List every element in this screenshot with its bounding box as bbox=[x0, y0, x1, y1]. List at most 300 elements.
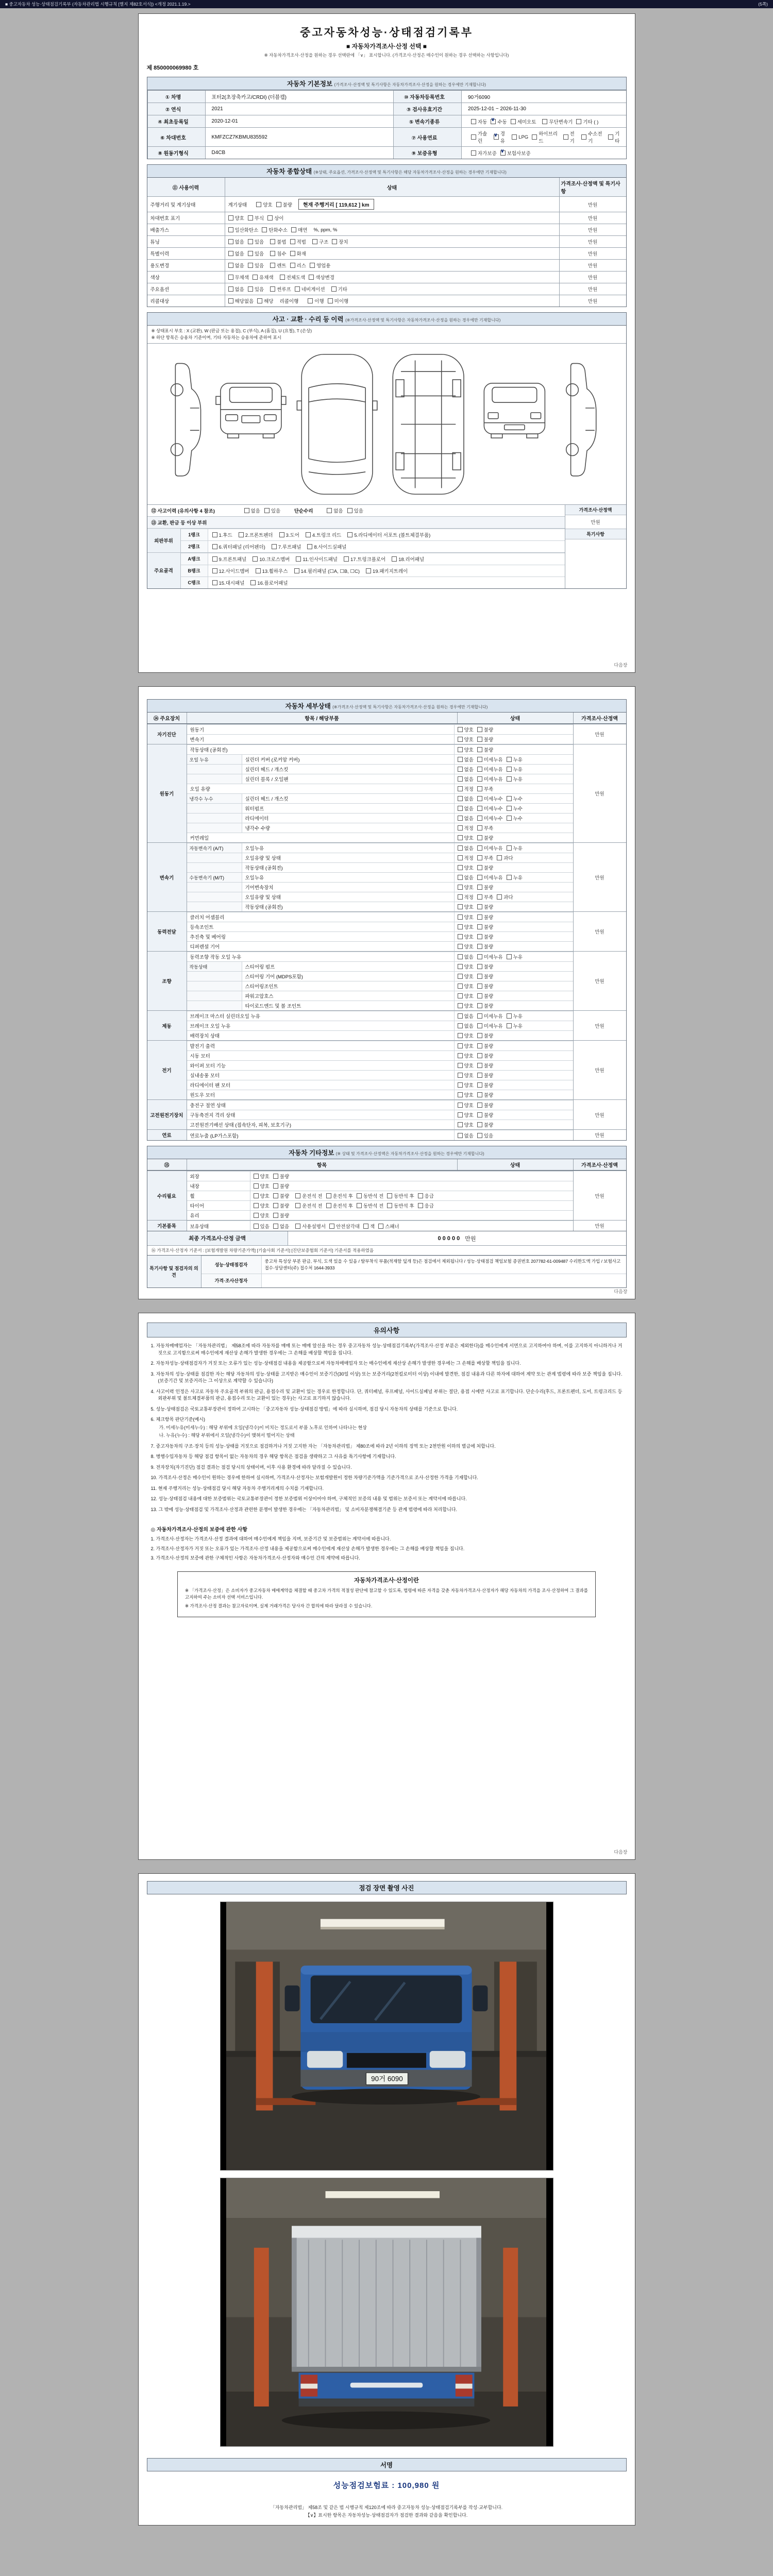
checkbox-option[interactable] bbox=[477, 1022, 503, 1029]
checkbox-option[interactable] bbox=[507, 874, 523, 881]
checkbox-option[interactable] bbox=[257, 297, 273, 304]
checkbox-option[interactable] bbox=[512, 134, 528, 140]
checkbox-option[interactable] bbox=[270, 285, 291, 293]
checkbox-box bbox=[458, 1023, 463, 1028]
checkbox-option[interactable] bbox=[296, 555, 338, 563]
checkbox-label: 불량 bbox=[483, 925, 494, 930]
checkbox-option[interactable] bbox=[212, 531, 232, 538]
checkbox-label: 양호 bbox=[464, 994, 474, 999]
field-part bbox=[254, 1223, 290, 1230]
price-cell: 만원 bbox=[559, 283, 626, 295]
checkbox-option[interactable] bbox=[253, 274, 274, 281]
checkbox-option[interactable] bbox=[458, 943, 474, 950]
checkbox-option[interactable] bbox=[344, 555, 385, 563]
checkbox-box bbox=[309, 275, 314, 280]
checkbox-option[interactable] bbox=[477, 756, 503, 763]
checkbox-option[interactable] bbox=[295, 1223, 326, 1230]
inspection-row bbox=[187, 872, 573, 882]
checkbox-option[interactable] bbox=[477, 844, 503, 852]
checkbox-option[interactable] bbox=[347, 507, 363, 514]
notice-item bbox=[151, 1506, 623, 1514]
checkbox-option[interactable] bbox=[254, 1173, 270, 1180]
checkbox-option[interactable] bbox=[477, 785, 493, 792]
checkbox-box bbox=[477, 727, 482, 732]
checkbox-option[interactable] bbox=[228, 250, 244, 257]
checkbox-option[interactable] bbox=[347, 531, 430, 538]
price-cell: 만원 bbox=[573, 843, 626, 911]
checkbox-option[interactable] bbox=[477, 1002, 493, 1009]
checkbox-option[interactable] bbox=[500, 149, 531, 157]
field-part bbox=[471, 118, 536, 125]
checkbox-box bbox=[477, 796, 482, 801]
checkbox-option[interactable] bbox=[458, 1072, 474, 1079]
checkbox-option[interactable] bbox=[477, 795, 503, 802]
checkbox-option[interactable] bbox=[477, 1081, 493, 1089]
checkbox-option[interactable] bbox=[273, 1192, 289, 1199]
checkbox-label: 응급 bbox=[424, 1204, 434, 1209]
checkbox-option[interactable] bbox=[248, 250, 264, 257]
checkbox-option[interactable] bbox=[254, 1223, 270, 1230]
item-label: 보유상태 bbox=[187, 1221, 250, 1231]
checkbox-option[interactable] bbox=[458, 982, 474, 990]
field-part bbox=[471, 149, 531, 157]
checkbox-option[interactable] bbox=[267, 214, 283, 222]
checkbox-label: LPG bbox=[518, 134, 529, 140]
checkbox-option[interactable] bbox=[310, 262, 331, 269]
checkbox-option[interactable] bbox=[387, 1192, 414, 1199]
checkbox-option[interactable] bbox=[477, 854, 493, 861]
state-options bbox=[454, 1100, 573, 1110]
checkbox-option[interactable] bbox=[280, 274, 306, 281]
warranty-item-text: 3. 가격조사·산정의 보증에 관한 구체적인 사항은 자동차가격조사·산정자와 매수인 간의 계약에 따릅니다. bbox=[150, 1555, 360, 1561]
checkbox-option[interactable] bbox=[458, 795, 474, 802]
checkbox-option[interactable] bbox=[477, 1091, 493, 1098]
checkbox-option[interactable] bbox=[291, 226, 307, 233]
checkbox-option[interactable] bbox=[507, 953, 523, 960]
basic-info-cell bbox=[147, 115, 205, 127]
checkbox-option[interactable] bbox=[212, 579, 245, 586]
checkbox-option[interactable] bbox=[458, 933, 474, 940]
checkbox-option[interactable] bbox=[228, 226, 259, 233]
checkbox-option[interactable] bbox=[212, 543, 265, 550]
checkbox-option[interactable] bbox=[279, 531, 299, 538]
checkbox-option[interactable] bbox=[273, 1173, 289, 1180]
checkbox-option[interactable] bbox=[477, 963, 493, 970]
checkbox-label: 하이브리드 bbox=[539, 131, 558, 144]
checkbox-option[interactable] bbox=[511, 118, 536, 125]
checkbox-option[interactable] bbox=[378, 1223, 399, 1230]
checkbox-option[interactable] bbox=[357, 1192, 383, 1199]
checkbox-option[interactable] bbox=[477, 913, 493, 921]
checkbox-box bbox=[280, 275, 285, 280]
checkbox-option[interactable] bbox=[326, 1192, 353, 1199]
checkbox-option[interactable] bbox=[458, 1081, 474, 1089]
checkbox-option[interactable] bbox=[458, 992, 474, 999]
checkbox-option[interactable] bbox=[458, 775, 474, 783]
legend-line: ※ 상태표시 부호 : X (교환), W (판금 또는 용접), C (부식), A (흠집), U (요철), T (손상) bbox=[151, 328, 312, 333]
checkbox-box bbox=[228, 227, 233, 232]
overall-condition-table bbox=[147, 178, 626, 307]
checkbox-label: 양호 bbox=[464, 866, 474, 871]
checkbox-option[interactable] bbox=[458, 766, 474, 773]
checkbox-option[interactable] bbox=[270, 238, 286, 245]
checkbox-label: 화재 bbox=[296, 251, 306, 257]
checkbox-option[interactable] bbox=[264, 507, 280, 514]
checkbox-option[interactable] bbox=[477, 893, 493, 901]
checkbox-option[interactable] bbox=[477, 1132, 493, 1139]
price-basis-note: ⑯ 가격조사·산정자 기준서 : [보험개발원 차량기준가액] [기술사회 기준서] [진단보증협회 기준서] 기준서를 적용하였음 bbox=[147, 1245, 626, 1255]
checkbox-option[interactable] bbox=[458, 1132, 474, 1139]
notice-item-text: 8. 병행수입자동차 등 해당 점검 항목이 없는 자동차의 경우 해당 항목은 점검을 생략하고 그 사유를 특기사항에 기재합니다. bbox=[150, 1454, 396, 1459]
device-group-name: 조향 bbox=[147, 952, 187, 1010]
accident-price-column bbox=[565, 505, 626, 588]
column-header: 가격조사·산정액 bbox=[573, 1159, 626, 1170]
checkbox-option[interactable] bbox=[306, 531, 341, 538]
checkbox-option[interactable] bbox=[458, 726, 474, 733]
checkbox-option[interactable] bbox=[507, 756, 523, 763]
checkbox-box bbox=[477, 964, 482, 969]
checkbox-option[interactable] bbox=[295, 1192, 322, 1199]
checkbox-label: 썬루프 bbox=[277, 287, 291, 293]
checkbox-option[interactable] bbox=[326, 1202, 353, 1209]
checkbox-option[interactable] bbox=[458, 1022, 474, 1029]
field-part bbox=[298, 199, 377, 210]
checkbox-option[interactable] bbox=[458, 834, 474, 841]
checkbox-option[interactable] bbox=[458, 903, 474, 910]
state-options bbox=[454, 804, 573, 813]
checkbox-label: 4.트렁크 리드 bbox=[312, 532, 342, 538]
checkbox-box bbox=[328, 298, 333, 303]
checkbox-option[interactable] bbox=[458, 1002, 474, 1009]
state-options bbox=[454, 814, 573, 823]
checkbox-label: 양호 bbox=[464, 984, 474, 990]
notice-item bbox=[151, 1464, 623, 1471]
checkbox-option[interactable] bbox=[248, 238, 264, 245]
checkbox-option[interactable] bbox=[477, 884, 493, 891]
checkbox-option[interactable] bbox=[253, 555, 290, 563]
checkbox-label: 1.후드 bbox=[219, 532, 232, 538]
etc-group-name: 기본품목 bbox=[147, 1221, 187, 1231]
checkbox-box bbox=[458, 1073, 463, 1078]
field-part bbox=[458, 785, 494, 792]
field-part bbox=[458, 1032, 494, 1039]
checkbox-box bbox=[458, 1033, 463, 1038]
checkbox-option[interactable] bbox=[542, 118, 573, 125]
checkbox-option[interactable] bbox=[507, 766, 523, 773]
checkbox-option[interactable] bbox=[328, 297, 349, 304]
checkbox-option[interactable] bbox=[458, 805, 474, 812]
checkbox-label: 불량 bbox=[279, 1213, 290, 1219]
row-label: 주행거리 및 계기상태 bbox=[150, 202, 196, 208]
checkbox-option[interactable] bbox=[458, 893, 474, 901]
checkbox-option[interactable] bbox=[418, 1192, 434, 1199]
checkbox-option[interactable] bbox=[294, 567, 360, 574]
checkbox-option[interactable] bbox=[290, 262, 306, 269]
checkbox-option[interactable] bbox=[327, 507, 343, 514]
checkbox-box bbox=[477, 954, 482, 959]
checkbox-option[interactable] bbox=[576, 118, 598, 125]
checkbox-option[interactable] bbox=[477, 953, 503, 960]
checkbox-option[interactable] bbox=[507, 815, 523, 822]
field-part bbox=[458, 844, 523, 852]
checkbox-option[interactable] bbox=[458, 884, 474, 891]
checkbox-option[interactable] bbox=[262, 226, 288, 233]
checkbox-option[interactable] bbox=[308, 297, 324, 304]
checkbox-option[interactable] bbox=[497, 893, 513, 901]
checkbox-label: 불량 bbox=[483, 1054, 494, 1059]
checkbox-option[interactable] bbox=[228, 214, 244, 222]
basic-info-cell bbox=[147, 128, 205, 146]
price-cell: 만원 bbox=[573, 724, 626, 744]
checkbox-option[interactable] bbox=[212, 555, 247, 563]
checkbox-option[interactable] bbox=[250, 579, 288, 586]
basic-info-cell bbox=[461, 128, 626, 146]
checkbox-option[interactable] bbox=[273, 1223, 289, 1230]
checkbox-option[interactable] bbox=[477, 1072, 493, 1079]
checkbox-box bbox=[272, 544, 277, 549]
checkbox-box bbox=[357, 1193, 362, 1198]
checkbox-option[interactable] bbox=[458, 815, 474, 822]
checkbox-option[interactable] bbox=[248, 285, 264, 293]
checkbox-option[interactable] bbox=[477, 864, 493, 871]
checkbox-option[interactable] bbox=[477, 1101, 493, 1109]
checkbox-option[interactable] bbox=[329, 1223, 360, 1230]
state-options bbox=[454, 823, 573, 833]
checkbox-option[interactable] bbox=[254, 1182, 270, 1190]
checkbox-box bbox=[458, 894, 463, 900]
checkbox-label: 미세누수 bbox=[483, 816, 503, 822]
checkbox-option[interactable] bbox=[270, 262, 286, 269]
checkbox-option[interactable] bbox=[477, 923, 493, 930]
checkbox-box bbox=[279, 532, 284, 537]
checkbox-option[interactable] bbox=[458, 736, 474, 743]
checkbox-option[interactable] bbox=[458, 1091, 474, 1098]
checkbox-box bbox=[347, 532, 352, 537]
checkbox-option[interactable] bbox=[532, 130, 559, 144]
sub-group-label bbox=[187, 863, 242, 872]
checkbox-option[interactable] bbox=[491, 118, 507, 125]
field-part bbox=[458, 726, 494, 733]
checkbox-option[interactable] bbox=[507, 775, 523, 783]
checkbox-option[interactable] bbox=[256, 201, 272, 208]
notice-item-text: 13. 그 밖에 성능·상태점검 및 가격조사·산정과 관련한 분쟁이 발생한 경우에는 「자동차관리법」 및 소비자분쟁해결기준 등 관계 법령에 따라 처리합니다. bbox=[150, 1506, 457, 1512]
checkbox-option[interactable] bbox=[494, 130, 508, 144]
checkbox-box bbox=[471, 119, 476, 124]
checkbox-option[interactable] bbox=[507, 795, 523, 802]
checkbox-option[interactable] bbox=[458, 785, 474, 792]
checkbox-option[interactable] bbox=[458, 1042, 474, 1049]
inspection-row bbox=[187, 853, 573, 862]
checkbox-option[interactable] bbox=[458, 1062, 474, 1069]
checkbox-option[interactable] bbox=[295, 1202, 322, 1209]
checkbox-option[interactable] bbox=[477, 992, 493, 999]
checkbox-option[interactable] bbox=[276, 201, 292, 208]
section-title: 자동차 기타정보 bbox=[289, 1149, 334, 1157]
checkbox-option[interactable] bbox=[471, 149, 497, 157]
checkbox-option[interactable] bbox=[458, 874, 474, 881]
checkbox-option[interactable] bbox=[331, 285, 347, 293]
checkbox-option[interactable] bbox=[477, 933, 493, 940]
checkbox-option[interactable] bbox=[295, 285, 325, 293]
checkbox-option[interactable] bbox=[507, 844, 523, 852]
checkbox-label: 없음 bbox=[234, 287, 244, 293]
checkbox-option[interactable] bbox=[228, 238, 244, 245]
checkbox-option[interactable] bbox=[332, 238, 348, 245]
checkbox-option[interactable] bbox=[477, 766, 503, 773]
note-cell bbox=[565, 539, 626, 588]
checkbox-option[interactable] bbox=[458, 1032, 474, 1039]
checkbox-option[interactable] bbox=[312, 238, 328, 245]
checkbox-option[interactable] bbox=[477, 903, 493, 910]
state-options bbox=[454, 745, 573, 754]
item-label: 라디에이터 bbox=[245, 816, 269, 822]
checkbox-box bbox=[294, 568, 299, 573]
checkbox-option[interactable] bbox=[290, 238, 306, 245]
item-label: 작동상태 (공회전) bbox=[245, 905, 283, 910]
checkbox-option[interactable] bbox=[392, 555, 424, 563]
column-header: 항목 / 해당부품 bbox=[305, 716, 339, 722]
checkbox-option[interactable] bbox=[458, 1052, 474, 1059]
checkbox-option[interactable] bbox=[497, 854, 513, 861]
checkbox-option[interactable] bbox=[239, 531, 273, 538]
checkbox-option[interactable] bbox=[477, 1111, 493, 1118]
checkbox-option[interactable] bbox=[477, 943, 493, 950]
field-label: ⑦ 사용연료 bbox=[411, 135, 438, 141]
field-part bbox=[228, 285, 264, 293]
state-options bbox=[454, 1090, 573, 1099]
checkbox-option[interactable] bbox=[256, 567, 288, 574]
row-label: 색상 bbox=[150, 275, 160, 281]
checkbox-box bbox=[512, 134, 517, 140]
basic-info-cell bbox=[205, 103, 393, 115]
checkbox-label: 양호 bbox=[464, 1073, 474, 1079]
checkbox-option[interactable] bbox=[471, 118, 487, 125]
checkbox-option[interactable] bbox=[477, 726, 493, 733]
checkbox-label: 2.프론트펜더 bbox=[245, 532, 273, 538]
checkbox-option[interactable] bbox=[477, 1032, 493, 1039]
checkbox-option[interactable] bbox=[458, 864, 474, 871]
checkbox-option[interactable] bbox=[228, 274, 249, 281]
rank-label: C랭크 bbox=[181, 577, 208, 588]
checkbox-option[interactable] bbox=[477, 824, 493, 832]
checkbox-box bbox=[256, 568, 261, 573]
state-options bbox=[250, 1221, 573, 1231]
checkbox-box bbox=[332, 239, 337, 244]
field-part bbox=[228, 226, 308, 233]
checkbox-option[interactable] bbox=[458, 1101, 474, 1109]
checkbox-option[interactable] bbox=[309, 274, 334, 281]
checkbox-box bbox=[507, 767, 512, 772]
checkbox-option[interactable] bbox=[477, 736, 493, 743]
checkbox-box bbox=[497, 894, 502, 900]
checkbox-option[interactable] bbox=[273, 1212, 289, 1219]
checkbox-option[interactable] bbox=[458, 854, 474, 861]
checkbox-option[interactable] bbox=[458, 1012, 474, 1020]
price-cell: 만원 bbox=[573, 1011, 626, 1040]
checkbox-label: 불량 bbox=[483, 1063, 494, 1069]
checkbox-option[interactable] bbox=[307, 543, 346, 550]
checkbox-box bbox=[295, 286, 300, 292]
checkbox-option[interactable] bbox=[477, 815, 503, 822]
rank-row bbox=[181, 577, 565, 588]
checkbox-label: 사용설명서 bbox=[302, 1224, 326, 1230]
checkbox-option[interactable] bbox=[458, 1121, 474, 1128]
checkbox-option[interactable] bbox=[477, 805, 503, 812]
checkbox-option[interactable] bbox=[272, 543, 301, 550]
checkbox-box bbox=[477, 914, 482, 920]
checkbox-option[interactable] bbox=[228, 297, 254, 304]
checkbox-option[interactable] bbox=[477, 1052, 493, 1059]
checkbox-option[interactable] bbox=[254, 1192, 270, 1199]
checkbox-label: 없음 bbox=[464, 767, 474, 773]
checkbox-option[interactable] bbox=[418, 1202, 434, 1209]
checkbox-option[interactable] bbox=[507, 1022, 523, 1029]
checkbox-option[interactable] bbox=[254, 1212, 270, 1219]
checkbox-option[interactable] bbox=[581, 130, 604, 144]
checkbox-option[interactable] bbox=[458, 1111, 474, 1118]
checkbox-option[interactable] bbox=[458, 913, 474, 921]
checkbox-label: 미세누유 bbox=[483, 757, 503, 763]
checkbox-option[interactable] bbox=[477, 982, 493, 990]
checkbox-option[interactable] bbox=[273, 1202, 289, 1209]
checkbox-option[interactable] bbox=[248, 262, 264, 269]
checkbox-option[interactable] bbox=[366, 567, 408, 574]
checkbox-option[interactable] bbox=[458, 844, 474, 852]
checkbox-option[interactable] bbox=[244, 507, 260, 514]
checkbox-option[interactable] bbox=[357, 1202, 383, 1209]
checkbox-option[interactable] bbox=[458, 973, 474, 980]
state-options bbox=[250, 1172, 573, 1181]
checkbox-option[interactable] bbox=[477, 1012, 503, 1020]
checkbox-option[interactable] bbox=[458, 953, 474, 960]
checkbox-option[interactable] bbox=[290, 250, 306, 257]
checkbox-option[interactable] bbox=[507, 1012, 523, 1020]
checkbox-option[interactable] bbox=[477, 746, 493, 753]
checkbox-option[interactable] bbox=[458, 923, 474, 930]
checkbox-option[interactable] bbox=[507, 805, 523, 812]
checkbox-option[interactable] bbox=[477, 874, 503, 881]
checkbox-option[interactable] bbox=[254, 1202, 270, 1209]
checkbox-option[interactable] bbox=[273, 1182, 289, 1190]
checkbox-option[interactable] bbox=[477, 834, 493, 841]
inspection-row bbox=[187, 1070, 573, 1080]
checkbox-option[interactable] bbox=[458, 824, 474, 832]
checkbox-option[interactable] bbox=[477, 775, 503, 783]
checkbox-option[interactable] bbox=[363, 1223, 375, 1230]
checkbox-option[interactable] bbox=[248, 214, 264, 222]
checkbox-option[interactable] bbox=[477, 1042, 493, 1049]
checkbox-option[interactable] bbox=[477, 973, 493, 980]
inspection-row bbox=[187, 892, 573, 902]
checkbox-option[interactable] bbox=[563, 130, 578, 144]
checkbox-option[interactable] bbox=[608, 130, 623, 144]
checkbox-option[interactable] bbox=[458, 756, 474, 763]
state-options bbox=[454, 725, 573, 734]
checkbox-option[interactable] bbox=[212, 567, 249, 574]
checkbox-option[interactable] bbox=[477, 1062, 493, 1069]
field-part bbox=[312, 238, 348, 245]
checkbox-option[interactable] bbox=[228, 285, 244, 293]
checkbox-option[interactable] bbox=[270, 250, 286, 257]
checkbox-option[interactable] bbox=[471, 130, 490, 144]
field-part bbox=[458, 854, 513, 861]
field-part bbox=[458, 736, 494, 743]
checkbox-option[interactable] bbox=[458, 963, 474, 970]
checkbox-option[interactable] bbox=[477, 1121, 493, 1128]
checkbox-option[interactable] bbox=[458, 746, 474, 753]
checkbox-option[interactable] bbox=[228, 262, 244, 269]
checkbox-option[interactable] bbox=[387, 1202, 414, 1209]
